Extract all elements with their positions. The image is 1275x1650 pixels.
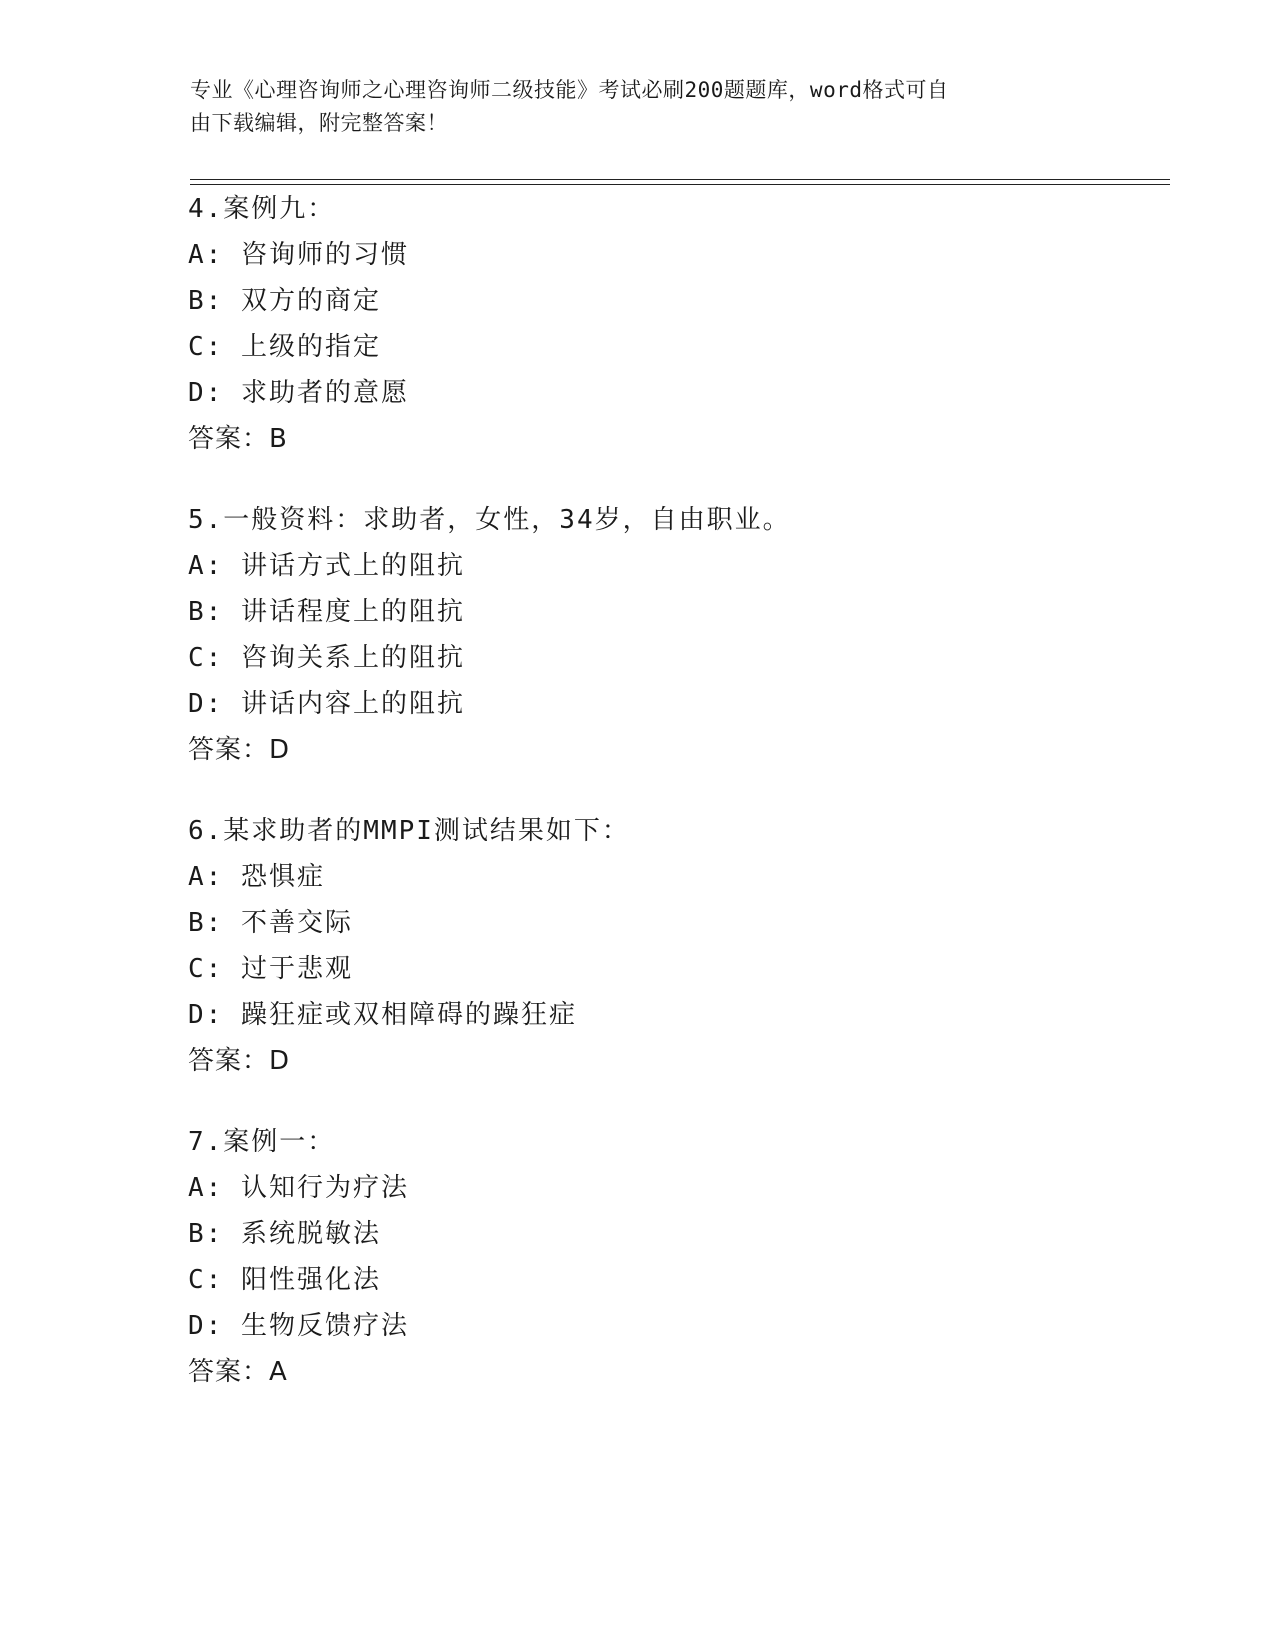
option-b: B: 双方的商定 [188,286,381,316]
answer-value: D [269,735,291,765]
option-d: D: 讲话内容上的阻抗 [188,689,465,719]
header-line-2: 由下载编辑，附完整答案！ [190,111,448,135]
answer-label: 答案： [188,1357,270,1387]
option-a: A: 恐惧症 [188,862,325,892]
document-header [190,74,1090,140]
option-c: C: 上级的指定 [188,332,381,362]
header-divider-top [190,179,1170,180]
question-block [188,808,1188,1084]
option-a: A: 咨询师的习惯 [188,240,409,270]
answer-value: B [269,424,288,454]
option-c: C: 过于悲观 [188,954,353,984]
question-title: 5.一般资料：求助者，女性，34岁，自由职业。 [188,505,791,535]
question-block [188,1119,1188,1395]
question-block [188,497,1188,773]
question-block [188,186,1188,462]
question-title: 6.某求助者的MMPI测试结果如下： [188,816,630,846]
option-c: C: 咨询关系上的阻抗 [188,643,465,673]
option-b: B: 不善交际 [188,908,353,938]
answer-value: D [269,1046,291,1076]
answer-line [188,1349,1188,1395]
answer-label: 答案： [188,735,270,765]
option-a: A: 认知行为疗法 [188,1173,409,1203]
answer-line [188,727,1188,773]
question-title: 4.案例九： [188,194,336,224]
answer-line [188,416,1188,462]
option-c: C: 阳性强化法 [188,1265,381,1295]
header-line-1: 专业《心理咨询师之心理咨询师二级技能》考试必刷200题题库，word格式可自 [190,78,949,102]
option-a: A: 讲话方式上的阻抗 [188,551,465,581]
option-b: B: 系统脱敏法 [188,1219,381,1249]
option-d: D: 躁狂症或双相障碍的躁狂症 [188,1000,577,1030]
answer-label: 答案： [188,1046,270,1076]
answer-line [188,1038,1188,1084]
option-b: B: 讲话程度上的阻抗 [188,597,465,627]
question-title: 7.案例一： [188,1127,336,1157]
option-d: D: 求助者的意愿 [188,378,409,408]
answer-value: A [269,1357,288,1387]
answer-label: 答案： [188,424,270,454]
option-d: D: 生物反馈疗法 [188,1311,409,1341]
header-divider-bottom [190,184,1170,185]
